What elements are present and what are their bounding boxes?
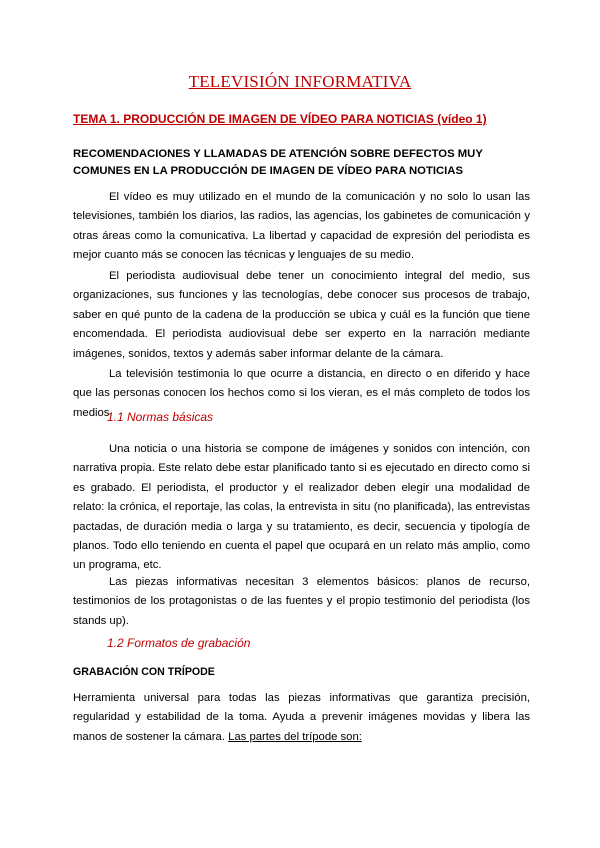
section-heading-normas: 1.1 Normas básicas [107,410,214,424]
paragraph-6-text: Herramienta universal para todas las piezas informativas que garantiza precisión, regularidad y estabilidad de la toma. Ayuda a prevenir imágenes movidas y libera las manos de sostener la cámara. [73,692,530,743]
paragraph-5: Las piezas informativas necesitan 3 elementos básicos: planos de recurso, testimonios de los protagonistas o de las fuentes y el propio testimonio del periodista (los stands up). [73,576,530,627]
paragraph-4: Una noticia o una historia se compone de imágenes y sonidos con intención, con narrativa propia. Este relato debe estar planificado tanto si es ejecutado en directo como si es grabado. El periodista, el productor y el realizador deben elegir una modalidad de relato: la crónica, el reportaje, las colas, la entrevista in situ (no planificada), las entrevistas pactadas, de duración media o larga y su tratamiento, es decir, secuencia y tipología de planos. Todo ello teniendo en cuenta el papel que ocupará en un relato más amplio, como un programa, etc. [73,443,530,572]
paragraph-2: El periodista audiovisual debe tener un conocimiento integral del medio, sus organizaciones, sus funciones y las tecnologías, debe conocer sus procesos de trabajo, saber en qué punto de la cadena de la producción se ubica y cuál es la función que tiene encomendada. El periodista audiovisual debe ser experto en la narración mediante imágenes, sonidos, textos y además saber informar delante de la cámara. [73,270,530,360]
grabacion-heading: GRABACIÓN CON TRÍPODE [73,666,215,678]
tripode-parts-link: Las partes del trípode son: [228,730,362,743]
paragraph-6 [73,689,530,747]
subheading: RECOMENDACIONES Y LLAMADAS DE ATENCIÓN SOBRE DEFECTOS MUY COMUNES EN LA PRODUCCIÓN DE IMAGEN DE VÍDEO PARA NOTICIAS [73,148,483,177]
section-heading-formatos: 1.2 Formatos de grabación [107,636,251,650]
paragraph-3: La televisión testimonia lo que ocurre a distancia, en directo o en diferido y hace que las personas conocen los hechos como si los vieran, es el más completo de todos los medios. [73,368,530,419]
tema-heading: TEMA 1. PRODUCCIÓN DE IMAGEN DE VÍDEO PARA NOTICIAS (vídeo 1) [73,112,487,126]
document-title: TELEVISIÓN INFORMATIVA [188,72,412,91]
paragraph-1: El vídeo es muy utilizado en el mundo de la comunicación y no solo lo usan las televisiones, también los diarios, las radios, las agencias, los gabinetes de comunicación y otras áreas como la comunicativa. La libertad y capacidad de expresión del periodista es mejor cuanto más se conocen las técnicas y lenguajes de su medio. [73,191,530,262]
